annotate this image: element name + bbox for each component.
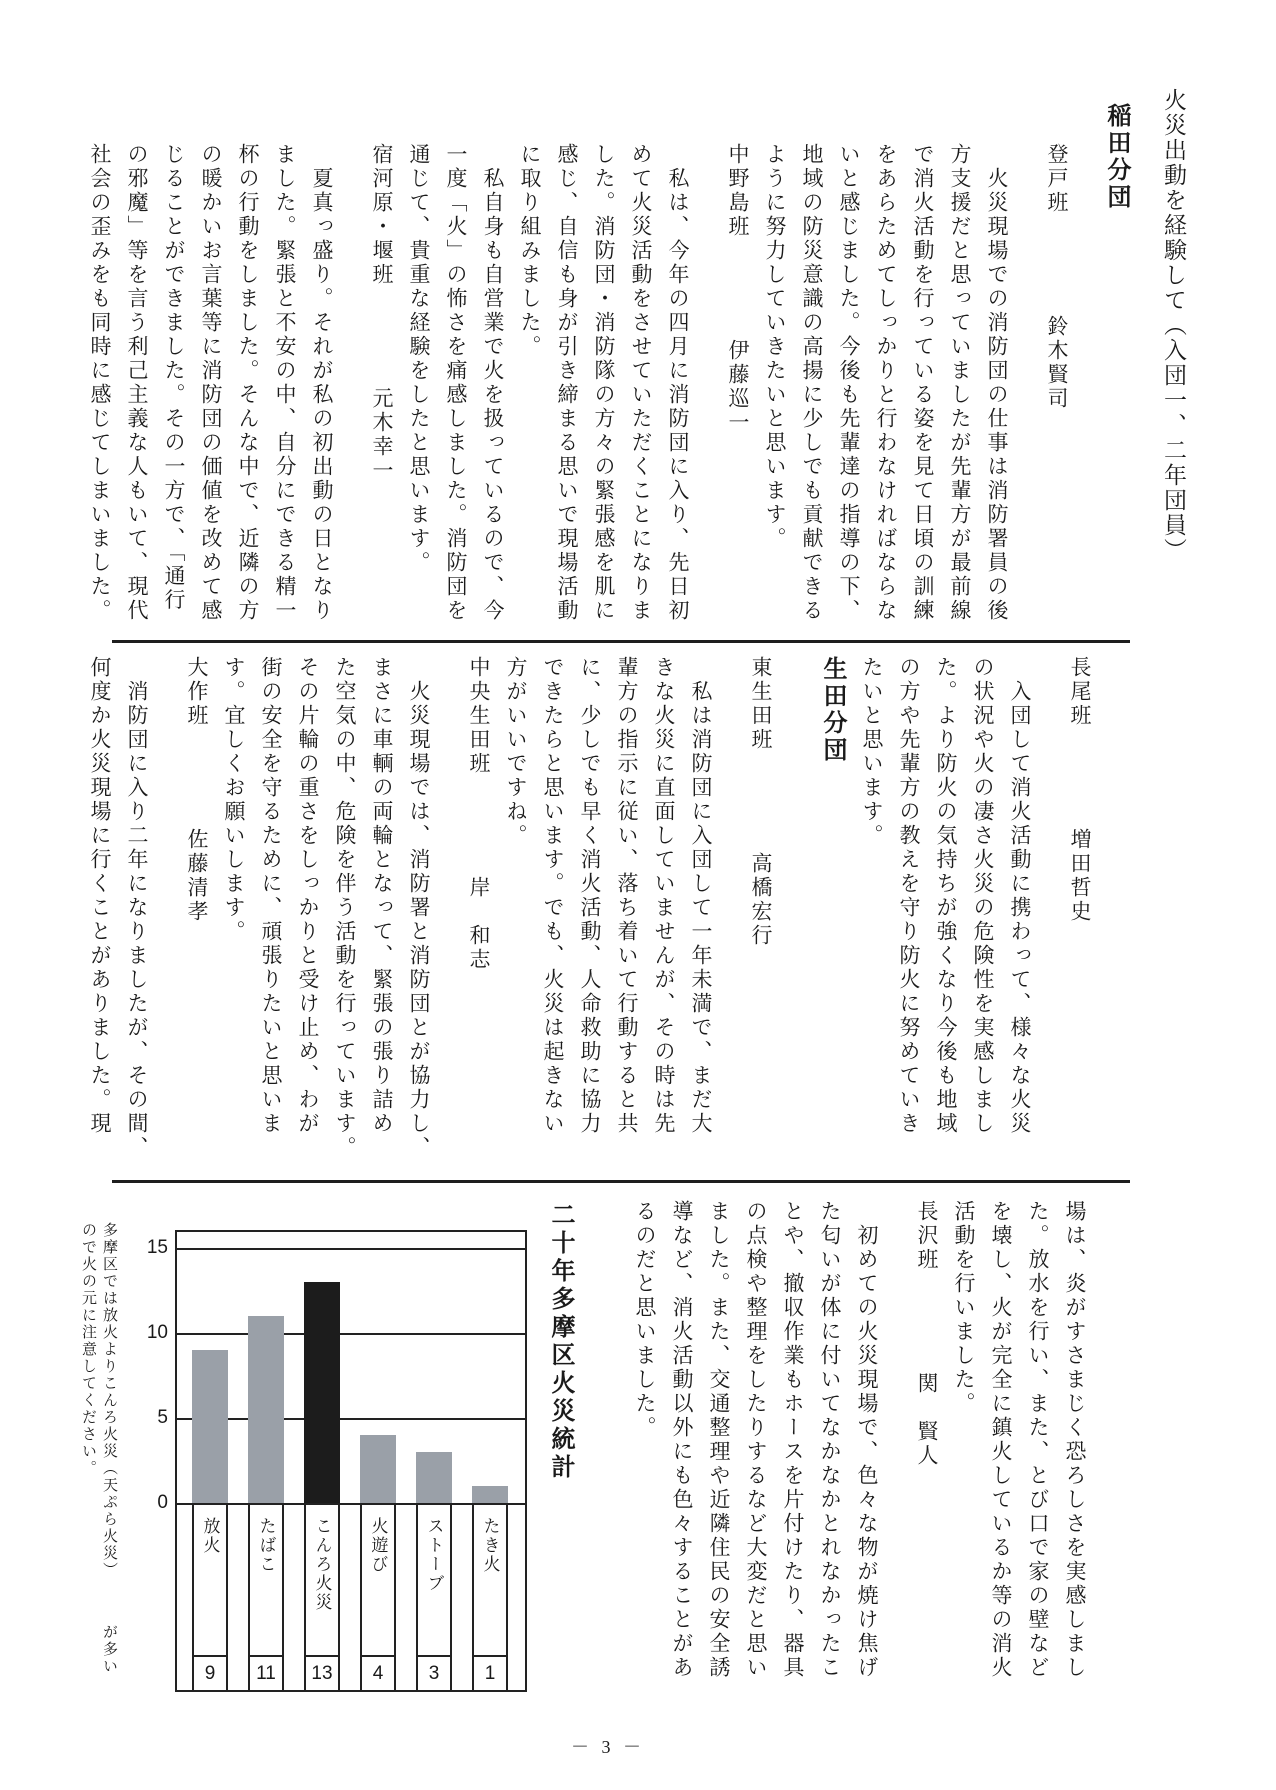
byline-spacer	[737, 239, 739, 339]
value-cell: 1	[474, 1655, 506, 1690]
chart-title: 二十年多摩区火災統計	[547, 1202, 573, 1482]
byline-nakanoshima	[693, 88, 753, 628]
unit-name: 長尾班	[1068, 656, 1092, 728]
text-column: で消火活動を行っている姿を見て日頃の訓練	[911, 143, 935, 623]
text-column: できたらと思います。でも、火災は起きない	[541, 656, 565, 1136]
byline-spacer	[760, 752, 762, 852]
text-column: の点検や整理をしたりするなど大変だと思い	[744, 1200, 768, 1680]
chart-note	[78, 1222, 120, 1702]
text-column: た。より防火の気持ちが強くなり今後も地域	[934, 656, 958, 1136]
category-label: 火遊び	[368, 1517, 388, 1574]
text-column: した。消防団・消防隊の方々の緊張感を肌に	[592, 143, 616, 623]
text-column: に取り組みました。	[518, 143, 542, 359]
text-column: たいと思います。	[860, 656, 884, 848]
divider	[112, 1180, 1130, 1183]
text-column: た空気の中、危険を伴う活動を行っています。	[333, 656, 357, 1160]
text-column: の暖かいお言葉等に消防団の価値を改めて感	[199, 143, 223, 623]
category-box-放火	[192, 1505, 228, 1690]
section-ikuta	[78, 656, 1095, 1161]
value-cell: 11	[250, 1655, 282, 1690]
chart-note-text: が多い	[101, 1624, 118, 1675]
category-box-こんろ火災	[304, 1505, 340, 1690]
member-name: 伊藤巡一	[726, 339, 750, 435]
bar-ストーブ	[416, 1452, 452, 1503]
category-box-ストーブ	[416, 1505, 452, 1690]
bar-放火	[192, 1350, 228, 1503]
text-column: 消防団に入り二年になりましたが、その間、	[125, 680, 149, 1160]
text-column: 私自身も自営業で火を扱っているので、今	[481, 167, 505, 623]
text-column: 火災現場では、消防署と消防団とが協力し、	[407, 680, 431, 1160]
text-column: 感じ、自信も身が引き締まる思いで現場活動	[555, 143, 579, 623]
text-column: 夏真っ盛り。それが私の初出動の日となり	[310, 167, 334, 623]
y-axis-tick-0: 0	[157, 1492, 168, 1513]
text-column: 通じて、貴重な経験をしたと思います。	[407, 143, 431, 575]
category-label: 放火	[200, 1517, 220, 1555]
text-column: 私は、今年の四月に消防団に入り、先日初	[666, 167, 690, 623]
text-column: の方や先輩方の教えを守り防火に努めていき	[897, 656, 921, 1136]
text-column: 方がいいですね。	[504, 656, 528, 848]
text-column: 活動を行いました。	[952, 1200, 976, 1416]
bar-火遊び	[360, 1435, 396, 1503]
value-cell: 3	[418, 1655, 450, 1690]
unit-name: 中野島班	[726, 143, 750, 239]
category-label: たき火	[480, 1517, 500, 1574]
byline-spacer	[1056, 215, 1058, 315]
byline-noborito	[1012, 88, 1072, 628]
unit-name: 長沢班	[915, 1200, 939, 1272]
text-column: じることができました。その一方で、「通行	[162, 143, 186, 613]
member-name: 高橋宏行	[749, 852, 773, 948]
value-cell: 13	[306, 1655, 338, 1690]
text-column: た。放水を行い、また、とび口で家の壁など	[1026, 1200, 1050, 1680]
member-name: 佐藤清孝	[185, 828, 209, 924]
text-column: に、少しでも早く消火活動、人命救助に協力	[578, 656, 602, 1136]
text-column: その片輪の重さをしっかりと受け止め、わが	[296, 656, 320, 1136]
divider	[112, 640, 1130, 643]
text-column: 何度か火災現場に行くことがありました。現	[88, 656, 112, 1136]
member-name: 岸 和志	[467, 876, 491, 972]
text-column: 場は、炎がすさまじく恐ろしさを実感しまし	[1063, 1200, 1087, 1680]
category-label: こんろ火災	[312, 1517, 332, 1612]
section-inada	[78, 88, 1190, 628]
byline-chuo-ikuta	[434, 656, 494, 1161]
byline-shukugawara-seki	[337, 88, 397, 628]
note-spacer	[109, 1579, 110, 1624]
unit-name: 登戸班	[1045, 143, 1069, 215]
byline-daisaku	[152, 656, 212, 1161]
unit-name: 宿河原・堰班	[370, 143, 394, 287]
byline-spacer	[1079, 728, 1081, 828]
text-column: ました。また、交通整理や近隣住民の安全誘	[707, 1200, 731, 1680]
text-column: 地域の防災意識の高揚に少しでも貢献できる	[800, 143, 824, 623]
text-column: た匂いが体に付いてなかなかとれなかったこ	[818, 1200, 842, 1680]
member-name: 鈴木賢司	[1045, 315, 1069, 411]
fire-statistics-chart	[175, 1230, 527, 1692]
byline-spacer	[381, 287, 383, 387]
text-column: 一度「火」の怖さを痛感しました。消防団を	[444, 143, 468, 623]
y-axis-tick-15: 15	[146, 1237, 168, 1258]
member-name: 増田哲史	[1068, 828, 1092, 924]
bar-たき火	[472, 1486, 508, 1503]
unit-name: 中央生田班	[467, 656, 491, 776]
text-column: 街の安全を守るために、頑張りたいと思いま	[259, 656, 283, 1136]
text-column: をあらためてしっかりと行わなければならな	[874, 143, 898, 623]
text-column: 私は消防団に入団して一年未満で、まだ大	[689, 680, 713, 1136]
text-column: ました。緊張と不安の中、自分にできる精一	[273, 143, 297, 623]
text-column: るのだと思いました。	[633, 1200, 657, 1440]
value-cell: 9	[194, 1655, 226, 1690]
byline-spacer	[196, 728, 198, 828]
y-axis-tick-5: 5	[157, 1407, 168, 1428]
text-column: ように努力していきたいと思います。	[763, 143, 787, 551]
gridline-10	[177, 1333, 525, 1335]
unit-name: 東生田班	[749, 656, 773, 752]
chart-note-text: 多摩区では放火よりこんろ火災（天ぷら火災）	[101, 1222, 118, 1579]
gridline-15	[177, 1248, 525, 1250]
unit-name: 大作班	[185, 656, 209, 728]
section-header-inada: 稲田分団	[1103, 103, 1129, 211]
member-name: 関 賢人	[915, 1372, 939, 1468]
text-column: とや、撤収作業もホースを片付けたり、器具	[781, 1200, 805, 1680]
byline-nagasawa	[882, 1200, 942, 1705]
category-label: ストーブ	[424, 1517, 444, 1593]
text-column: きな火災に直面していませんが、その時は先	[652, 656, 676, 1136]
category-box-たき火	[472, 1505, 508, 1690]
byline-spacer	[478, 776, 480, 876]
text-column: めて火災活動をさせていただくことになりま	[629, 143, 653, 623]
chart-note-text: ので火の元に注意してください。	[80, 1222, 97, 1477]
category-box-たばこ	[248, 1505, 284, 1690]
section-header-ikuta: 生田分団	[819, 656, 845, 764]
byline-nagao	[1035, 656, 1095, 1161]
byline-higashi-ikuta	[716, 656, 776, 1161]
text-column: 火災現場での消防団の仕事は消防署員の後	[985, 167, 1009, 623]
value-cell: 4	[362, 1655, 394, 1690]
text-column: 杯の行動をしました。そんな中で、近隣の方	[236, 143, 260, 623]
page-number: － 3 －	[571, 1737, 645, 1757]
bar-たばこ	[248, 1316, 284, 1503]
text-column: 社会の歪みをも同時に感じてしまいました。	[88, 143, 112, 623]
chart-note-column	[99, 1222, 120, 1702]
text-column: 方支援だと思っていましたが先輩方が最前線	[948, 143, 972, 623]
category-box-火遊び	[360, 1505, 396, 1690]
text-column: 初めての火災現場で、色々な物が焼け焦げ	[855, 1224, 879, 1680]
bar-こんろ火災	[304, 1282, 340, 1503]
byline-spacer	[926, 1272, 928, 1372]
text-column: 入団して消火活動に携わって、様々な火災	[1008, 680, 1032, 1136]
y-axis-tick-10: 10	[146, 1322, 168, 1343]
text-column: 輩方の指示に従い、落ち着いて行動すると共	[615, 656, 639, 1136]
text-column: の状況や火の凄さ火災の危険性を実感しまし	[971, 656, 995, 1136]
text-column: す。宜しくお願いします。	[222, 656, 246, 944]
text-column: を壊し、火が完全に鎮火しているか等の消火	[989, 1200, 1013, 1680]
gridline-5	[177, 1418, 525, 1420]
text-column: まさに車輌の両輪となって、緊張の張り詰め	[370, 656, 394, 1136]
text-column: の邪魔」等を言う利己主義な人もいて、現代	[125, 143, 149, 623]
text-column: 導など、消火活動以外にも色々することがあ	[670, 1200, 694, 1680]
category-label: たばこ	[256, 1517, 276, 1574]
chart-note-column	[78, 1222, 99, 1702]
text-column: いと感じました。今後も先輩達の指導の下、	[837, 143, 861, 623]
page-title: 火災出動を経験して（入団一、二年団員）	[1161, 88, 1186, 563]
member-name: 元木幸一	[370, 387, 394, 483]
section-nagasawa	[623, 1200, 1090, 1705]
